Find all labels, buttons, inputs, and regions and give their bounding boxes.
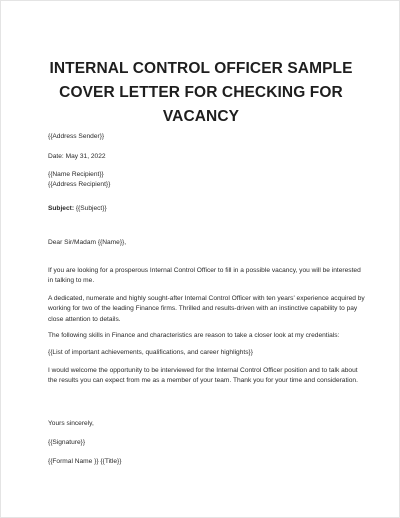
paragraph-skills: The following skills in Finance and characteristics are reason to take a closer look at my credentials: (48, 332, 340, 339)
address-recipient: {{Address Recipient}} (48, 181, 111, 188)
salutation: Dear Sir/Madam {{Name}}, (48, 239, 127, 246)
address-sender: {{Address Sender}} (48, 133, 105, 140)
signature-placeholder: {{Signature}} (48, 439, 86, 446)
closing-phrase: Yours sincerely, (48, 420, 94, 427)
name-recipient: {{Name Recipient}} (48, 171, 104, 178)
paragraph-intro: If you are looking for a prosperous Internal Control Officer to fill in a possible vacancy, you will be interested in talking to me. (48, 267, 361, 285)
paragraph-achievements: {{List of important achievements, qualifications, and career highlights}} (48, 349, 253, 356)
formal-name-title: {{Formal Name }} {{Title}} (48, 458, 122, 465)
paragraph-closing-request: I would welcome the opportunity to be interviewed for the Internal Control Officer position and to talk about the results you can expect from me as a member of your team. Thank you for your time and consideration. (48, 367, 358, 385)
letter-date: Date: May 31, 2022 (48, 153, 106, 160)
subject-line (48, 204, 368, 214)
document-title: INTERNAL CONTROL OFFICER SAMPLE COVER LETTER FOR CHECKING FOR VACANCY (49, 60, 353, 125)
paragraph-experience: A dedicated, numerate and highly sought-after Internal Control Officer with ten years' experience acquired by working for two of the leading Finance firms. Thrilled and results-driven with an instinctive capability to pay close attention to details. (48, 295, 365, 323)
subject-label: Subject: (48, 205, 75, 212)
subject-value: {{Subject}} (74, 205, 107, 212)
